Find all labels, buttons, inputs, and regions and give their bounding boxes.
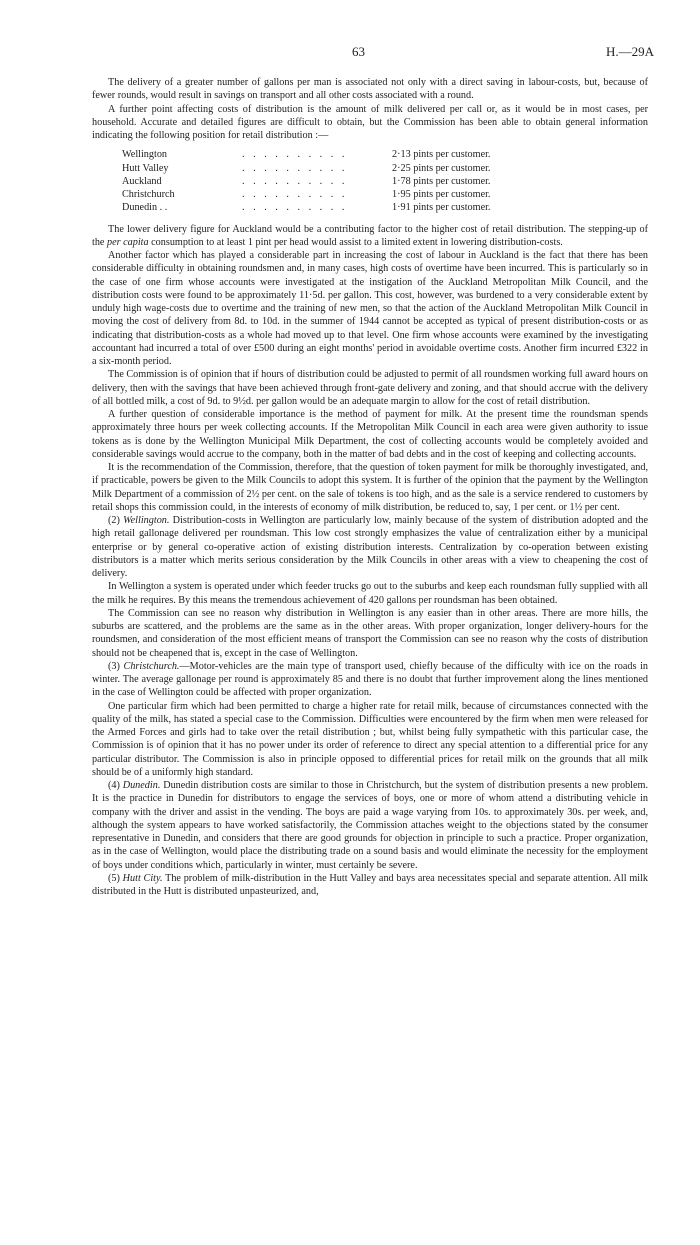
paragraph: The Commission is of opinion that if hours of distribution could be adjusted to permit of all roundsmen working full award hours on delivery, then with the savings that have been achieved through front-gate delivery and zoning, and that should accrue with the delivery of all bottled milk, a cost of 9d. to 9½d. per gallon would be an adequate margin to allow for the cost of retail distribution. bbox=[92, 369, 648, 407]
city-name: Christchurch bbox=[122, 189, 175, 200]
table-row bbox=[122, 188, 552, 201]
section-text: Distribution-costs in Wellington are particularly low, mainly because of the system of distribution adopted and the high retail gallonage delivered per roundsman. This low cost strongly emphasizes the value of centralization either by a municipal enterprise or by general co-operative action of existing distribution interests. Centralization by co-operation between existing distributors is a matter which merits serious consideration by the Milk Councils in other areas with a view to cheapening the cost of delivery. bbox=[92, 515, 648, 579]
section-heading: Dunedin. bbox=[122, 780, 161, 791]
pints-value: 1·91 pints per customer. bbox=[392, 202, 491, 214]
city-name: Dunedin . . bbox=[122, 202, 168, 214]
paragraph bbox=[92, 223, 648, 250]
city-name: Wellington bbox=[122, 149, 168, 161]
leader-dots: . . . . . . . . . . bbox=[242, 202, 348, 214]
section-text: The problem of milk-distribution in the Hutt Valley and bays area necessitates special and separate attention. All milk distributed in the Hutt is distributed unpasteurized, and, bbox=[92, 872, 649, 897]
paragraph: A further question of considerable importance is the method of payment for milk. At the present time the roundsman spends approximately three hours per week collecting accounts. If the Metropolitan Milk Council in each area were given authority to issue tokens as is done by the Wellington Municipal Milk Department, the cost of collecting accounts would be completely avoided and considerable savings would accrue to the company, both in the matter of bad debts and in the cost of keeping and collecting accounts. bbox=[92, 409, 648, 460]
italic-term: per capita bbox=[107, 236, 149, 248]
paragraph: It is the recommendation of the Commission, therefore, that the question of token payment for milk be thoroughly investigated, and, if practicable, powers be given to the Milk Councils to adopt this system. It is further of the opinion that the payment by the Wellington Milk Department of a commission of 2½ per cent. on the sale of tokens is too high, and as the sale is a service rendered to customers by retail shops this commission could, in the interests of economy of milk distribution, be reduced to, say, 1 per cent. or 1½ per cent. bbox=[92, 462, 648, 513]
delivery-table bbox=[122, 148, 552, 214]
section-wellington bbox=[92, 514, 648, 580]
section-christchurch bbox=[92, 660, 648, 700]
leader-dots: . . . . . . . . . . bbox=[242, 175, 348, 187]
page-header bbox=[0, 44, 700, 64]
document-reference: H.—29A bbox=[605, 44, 654, 59]
section-number: (2) bbox=[108, 515, 124, 526]
section-heading: Christchurch. bbox=[123, 660, 180, 672]
section-number: (4) bbox=[108, 780, 123, 791]
pints-value: 2·13 pints per customer. bbox=[392, 149, 491, 161]
section-text: —Motor-vehicles are the main type of transport used, chiefly because of the difficulty with ice on the roads in winter. The average gallonage per round is approximately 85 and there is no doubt that further improvement along the lines mentioned in the case of Wellington could be affected with proper organization. bbox=[92, 660, 648, 699]
section-hutt-city bbox=[92, 872, 648, 899]
leader-dots: . . . . . . . . . . bbox=[242, 162, 348, 174]
pints-value: 1·78 pints per customer. bbox=[392, 175, 491, 187]
table-row bbox=[122, 175, 552, 188]
text-run: The lower delivery figure for Auckland would be a contributing factor to the higher cost of retail distribution. The stepping-up of the bbox=[92, 223, 648, 248]
paragraph: Another factor which has played a considerable part in increasing the cost of labour in Auckland is the fact that there has been considerable difficulty in obtaining roundsmen and, in many cases, high costs of overtime have been incurred. This is particularly so in the case of one firm whose accounts were investigated at the instigation of the Auckland Metropolitan Milk Council, and the distribution costs were found to be approximately 11·5d. per gallon. This cost, however, was burdened to a very considerable extent by unduly high wage-costs due to overtime and the training of new men, so that the action of the Auckland Metropolitan Milk Council in moving the cost of delivery from 8d. to 10d. in the summer of 1944 cannot be accepted as typical of present distribution-costs or as indicating that distribution-costs as a whole had moved up to that level. One firm whose accounts were examined by the investigating accountant had incurred a total of over £500 during an eight months' period in avoidable overtime costs. Another firm incurred £322 in a six-month period. bbox=[92, 250, 648, 367]
paragraph: In Wellington a system is operated under which feeder trucks go out to the suburbs and keep each roundsman fully supplied with all the milk he requires. By this means the tremendous achievement of 420 gallons per roundsman has been obtained. bbox=[92, 581, 648, 606]
leader-dots: . . . . . . . . . . bbox=[242, 189, 348, 200]
section-number: (5) bbox=[108, 872, 123, 884]
leader-dots: . . . . . . . . . . bbox=[242, 149, 348, 161]
paragraph: The Commission can see no reason why distribution in Wellington is any easier than in other areas. There are more hills, the suburbs are scattered, and the problems are the same as in the other areas. With proper organization, longer delivery-hours for the roundsmen, and consideration of the most efficient means of transport the Commission can see no reason why the costs of distribution should not be cheapened that is, except in the case of Wellington. bbox=[92, 607, 648, 659]
section-number: (3) bbox=[108, 660, 124, 672]
table-row bbox=[122, 148, 552, 161]
section-heading: Hutt City. bbox=[122, 872, 163, 884]
document-body bbox=[92, 76, 648, 898]
city-name: Hutt Valley bbox=[122, 162, 169, 174]
pints-value: 2·25 pints per customer. bbox=[392, 162, 491, 174]
pints-value: 1·95 pints per customer. bbox=[392, 189, 491, 200]
table-row bbox=[122, 162, 552, 175]
section-text: Dunedin distribution costs are similar to those in Christchurch, but the system of distribution presents a new problem. It is the practice in Dunedin for distributors to engage the services of boys, one or more of whom attend a distributing vehicle in company with the driver and assist in the vending. The boys are paid a wage varying from 10s. to approximately 30s. per week, and, although the system appears to have worked satisfactorily, the Commission attaches weight to the objections stated by the consumer representative in Dunedin, and considers that there are good grounds for objection in principle to such a practice. Proper organization, as in the case of Wellington, would place the distributing trade on a sound basis and would eliminate the necessity for the employment of boys under conditions which, particularly in winter, must certainly be severe. bbox=[92, 780, 648, 871]
text-run: consumption to at least 1 pint per head would assist to a limited extent in lowering distribution-costs. bbox=[148, 236, 563, 248]
paragraph: The delivery of a greater number of gallons per man is associated not only with a direct saving in labour-costs, but, because of fewer rounds, would result in savings on transport and all other costs associated with a round. bbox=[92, 77, 648, 102]
paragraph: A further point affecting costs of distribution is the amount of milk delivered per call or, as it would be in most cases, per household. Accurate and detailed figures are difficult to obtain, but the Commission has been able to obtain general information indicating the following position for retail distribution :— bbox=[92, 103, 648, 141]
page-number: 63 bbox=[352, 44, 365, 59]
section-heading: Wellington. bbox=[123, 515, 170, 526]
table-row bbox=[122, 201, 552, 214]
city-name: Auckland bbox=[122, 175, 162, 187]
paragraph: One particular firm which had been permitted to charge a higher rate for retail milk, because of circumstances connected with the quality of the milk, has stated a special case to the Commission. Difficulties were encountered by the firm when men were released for the Armed Forces and girls had to take over the retail distribution ; but, whilst being fully sympathetic with this particular case, the Commission is of opinion that it has no power under its order of reference to direct any special attention to a differential price for any particular distributor. The Commission is also in principle opposed to differential prices for retail milk on the grounds that all milk should be of a uniformly high standard. bbox=[92, 700, 648, 778]
section-dunedin bbox=[92, 779, 648, 872]
